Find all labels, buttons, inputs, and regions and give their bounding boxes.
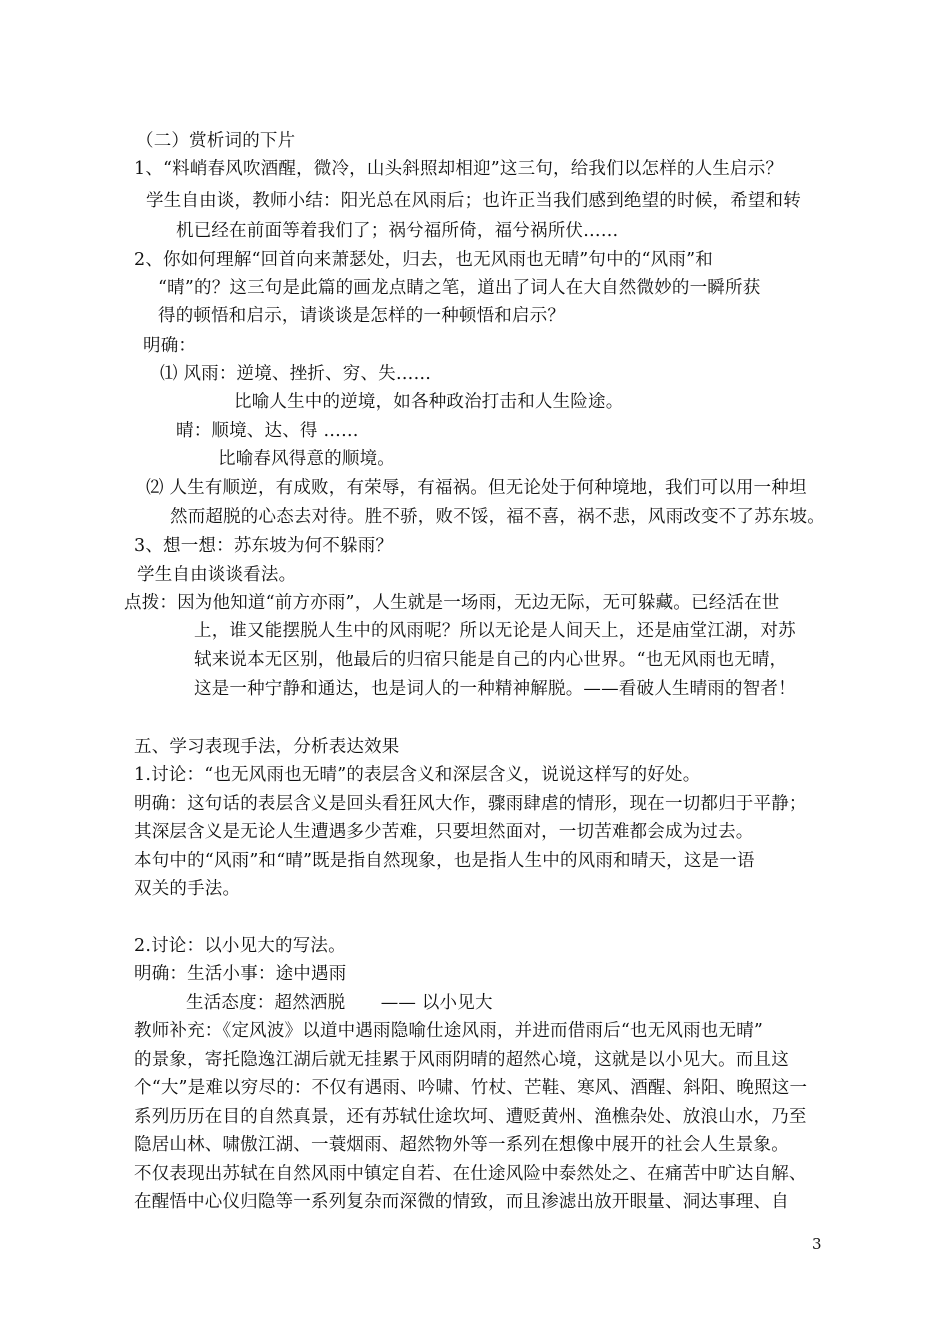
text-line: 比喻人生中的逆境，如各种政治打击和人生险途。 — [234, 392, 624, 412]
text-line: 双关的手法。 — [134, 879, 241, 899]
text-line: 五、学习表现手法，分析表达效果 — [134, 737, 400, 757]
text-line: 1.讨论：“也无风雨也无晴”的表层含义和深层含义，说说这样写的好处。 — [134, 765, 701, 785]
text-line: ⑵ 人生有顺逆，有成败，有荣辱，有福祸。但无论处于何种境地，我们可以用一种坦 — [146, 478, 807, 498]
text-line: 系列历历在目的自然真景，还有苏轼仕途坎坷、遭贬黄州、渔樵杂处、放浪山水，乃至 — [134, 1107, 807, 1127]
text-line: 比喻春风得意的顺境。 — [218, 449, 395, 469]
text-line: ⑴ 风雨：逆境、挫折、穷、失…… — [160, 364, 432, 384]
text-line: 个“大”是难以穷尽的：不仅有遇雨、吟啸、竹杖、芒鞋、寒风、酒醒、斜阳、晚照这一 — [134, 1078, 808, 1098]
text-line: 这是一种宁静和通达，也是词人的一种精神解脱。——看破人生晴雨的智者！ — [194, 679, 796, 699]
text-line: 晴：顺境、达、得 …… — [176, 421, 359, 441]
text-line: 3、想一想：苏东坡为何不躲雨？ — [134, 536, 394, 556]
text-line: 机已经在前面等着我们了；祸兮福所倚，福兮祸所伏…… — [176, 221, 619, 241]
text-line: 2、你如何理解“回首向来萧瑟处，归去，也无风雨也无晴”句中的“风雨”和 — [134, 250, 713, 270]
page-number: 3 — [812, 1235, 822, 1253]
text-line: （二）赏析词的下片 — [136, 131, 296, 151]
text-line: 明确：生活小事：途中遇雨 — [134, 964, 347, 984]
text-line: 点拨：因为他知道“前方亦雨”，人生就是一场雨，无边无际，无可躲藏。已经活在世 — [124, 593, 780, 613]
text-line: 然而超脱的心态去对待。胜不骄，败不馁，福不喜，祸不悲，风雨改变不了苏东坡。 — [170, 507, 825, 527]
text-line: 在醒悟中心仪归隐等一系列复杂而深微的情致，而且渗滤出放开眼量、洞达事理、自 — [134, 1192, 789, 1212]
text-line: 得的顿悟和启示，请谈谈是怎样的一种顿悟和启示？ — [158, 306, 566, 326]
text-line: 隐居山林、啸傲江湖、一蓑烟雨、超然物外等一系列在想像中展开的社会人生景象。 — [134, 1135, 789, 1155]
text-line: 的景象，寄托隐逸江湖后就无挂累于风雨阴晴的超然心境，这就是以小见大。而且这 — [134, 1050, 789, 1070]
text-line: 明确：这句话的表层含义是回头看狂风大作，骤雨肆虐的情形，现在一切都归于平静； — [134, 794, 807, 814]
text-line: 不仅表现出苏轼在自然风雨中镇定自若、在仕途风险中泰然处之、在痛苦中旷达自解、 — [134, 1164, 807, 1184]
text-line: 教师补充：《定风波》以道中遇雨隐喻仕途风雨，并进而借雨后“也无风雨也无晴” — [134, 1021, 764, 1041]
text-line: 轼来说本无区别，他最后的归宿只能是自己的内心世界。“也无风雨也无晴， — [194, 650, 788, 670]
text-line: 学生自由谈谈看法。 — [137, 565, 297, 585]
text-line: 其深层含义是无论人生遭遇多少苦难，只要坦然面对，一切苦难都会成为过去。 — [134, 822, 754, 842]
text-line: 学生自由谈，教师小结：阳光总在风雨后；也许正当我们感到绝望的时候，希望和转 — [146, 191, 801, 211]
text-line: 明确： — [143, 336, 197, 356]
text-line: 生活态度：超然洒脱 —— 以小见大 — [186, 993, 493, 1013]
text-line: 2.讨论：以小见大的写法。 — [134, 936, 346, 956]
text-line: 1、“料峭春风吹酒醒，微冷，山头斜照却相迎”这三句，给我们以怎样的人生启示？ — [134, 159, 784, 179]
text-line: 上，谁又能摆脱人生中的风雨呢？所以无论是人间天上，还是庙堂江湖，对苏 — [194, 621, 796, 641]
text-line: “晴”的？这三句是此篇的画龙点睛之笔，道出了词人在大自然微妙的一瞬所获 — [158, 278, 761, 298]
text-line: 本句中的“风雨”和“晴”既是指自然现象，也是指人生中的风雨和晴天，这是一语 — [134, 851, 755, 871]
